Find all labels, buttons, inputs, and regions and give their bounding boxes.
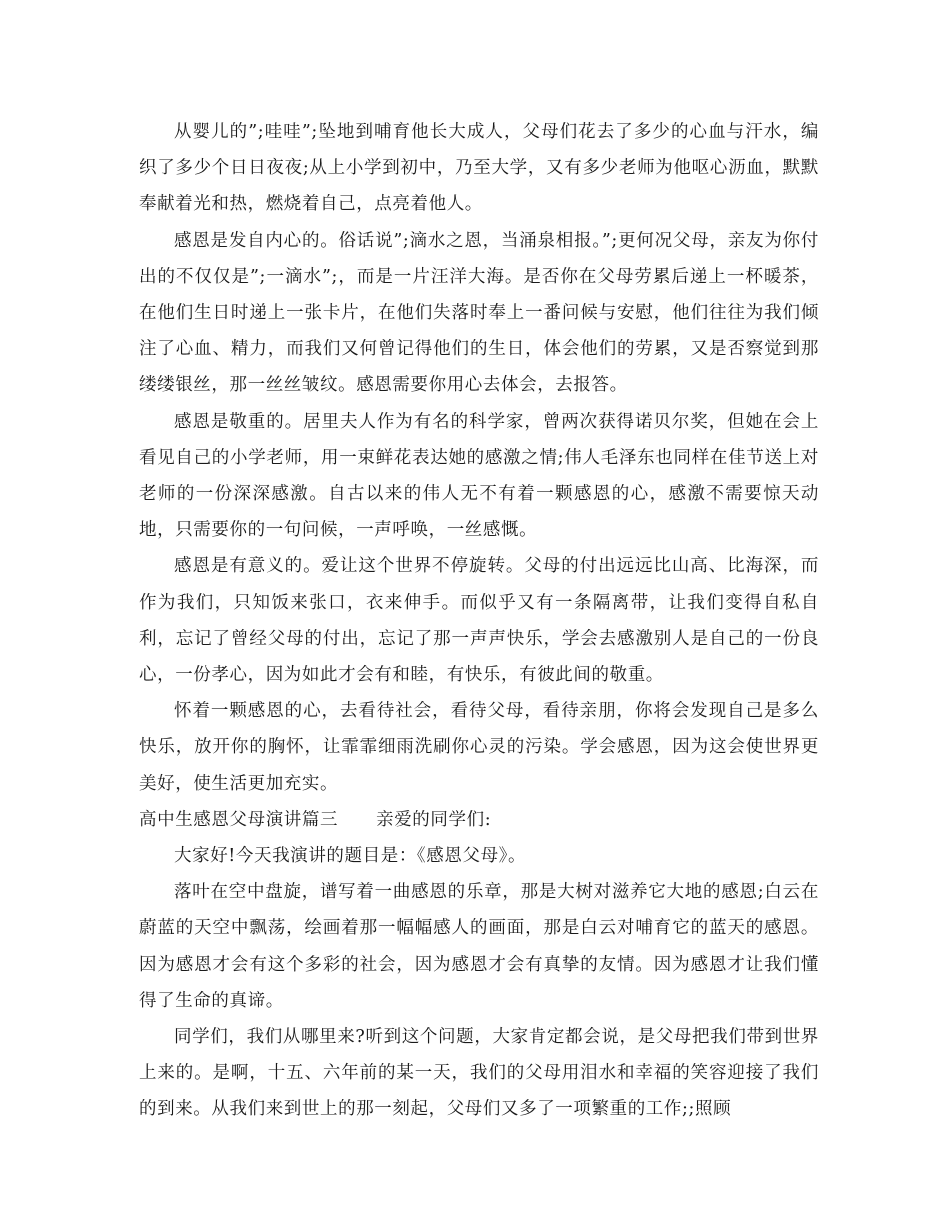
section-heading-line: [139, 802, 819, 838]
paragraph: 同学们，我们从哪里来?听到这个问题，大家肯定都会说，是父母把我们带到世界上来的。是啊，十五、六年前的某一天，我们的父母用泪水和幸福的笑容迎接了我们的到来。从我们来到世上的那一刻起，父母们又多了一项繁重的工作;;照顾: [139, 1027, 819, 1120]
paragraph: 感恩是敬重的。居里夫人作为有名的科学家，曾两次获得诺贝尔奖，但她在会上看见自己的小学老师，用一束鲜花表达她的感激之情;伟人毛泽东也同样在佳节送上对老师的一份深深感激。自古以来的伟人无不有着一颗感恩的心，感激不需要惊天动地，只需要你的一句问候，一声呼唤，一丝感慨。: [139, 411, 819, 541]
paragraph: 大家好!今天我演讲的题目是：《感恩父母》。: [174, 846, 527, 867]
paragraph: 落叶在空中盘旋，谱写着一曲感恩的乐章，那是大树对滋养它大地的感恩;白云在蔚蓝的天空中飘荡，绘画着那一幅幅感人的画面，那是白云对哺育它的蓝天的感恩。因为感恩才会有这个多彩的社会，因为感恩才会有真挚的友情。因为感恩才让我们懂得了生命的真谛。: [139, 882, 819, 1011]
paragraph: 从婴儿的”;哇哇”;坠地到哺育他长大成人，父母们花去了多少的心血与汗水，编织了多少个日日夜夜;从上小学到初中，乃至大学，又有多少老师为他呕心沥血，默默奉献着光和热，燃烧着自己，点亮着他人。: [139, 122, 819, 215]
document-body: [139, 114, 819, 1128]
paragraph: 感恩是发自内心的。俗话说”;滴水之恩，当涌泉相报。”;更何况父母，亲友为你付出的不仅仅是”;一滴水”;，而是一片汪洋大海。是否你在父母劳累后递上一杯暖茶，在他们生日时递上一张卡片，在他们失落时奉上一番问候与安慰，他们往往为我们倾注了心血、精力，而我们又何曾记得他们的生日，体会他们的劳累，又是否察觉到那缕缕银丝，那一丝丝皱纹。感恩需要你用心去体会，去报答。: [139, 230, 819, 396]
section-title: 高中生感恩父母演讲篇三: [139, 809, 339, 830]
salutation: 亲爱的同学们:: [376, 809, 492, 830]
paragraph: 感恩是有意义的。爱让这个世界不停旋转。父母的付出远远比山高、比海深，而作为我们，只知饭来张口，衣来伸手。而似乎又有一条隔离带，让我们变得自私自利，忘记了曾经父母的付出，忘记了那一声声快乐，学会去感激别人是自己的一份良心，一份孝心，因为如此才会有和睦，有快乐，有彼此间的敬重。: [139, 556, 819, 686]
paragraph: 怀着一颗感恩的心，去看待社会，看待父母，看待亲朋，你将会发现自己是多么快乐，放开你的胸怀，让霏霏细雨洗刷你心灵的污染。学会感恩，因为这会使世界更美好，使生活更加充实。: [139, 701, 819, 794]
